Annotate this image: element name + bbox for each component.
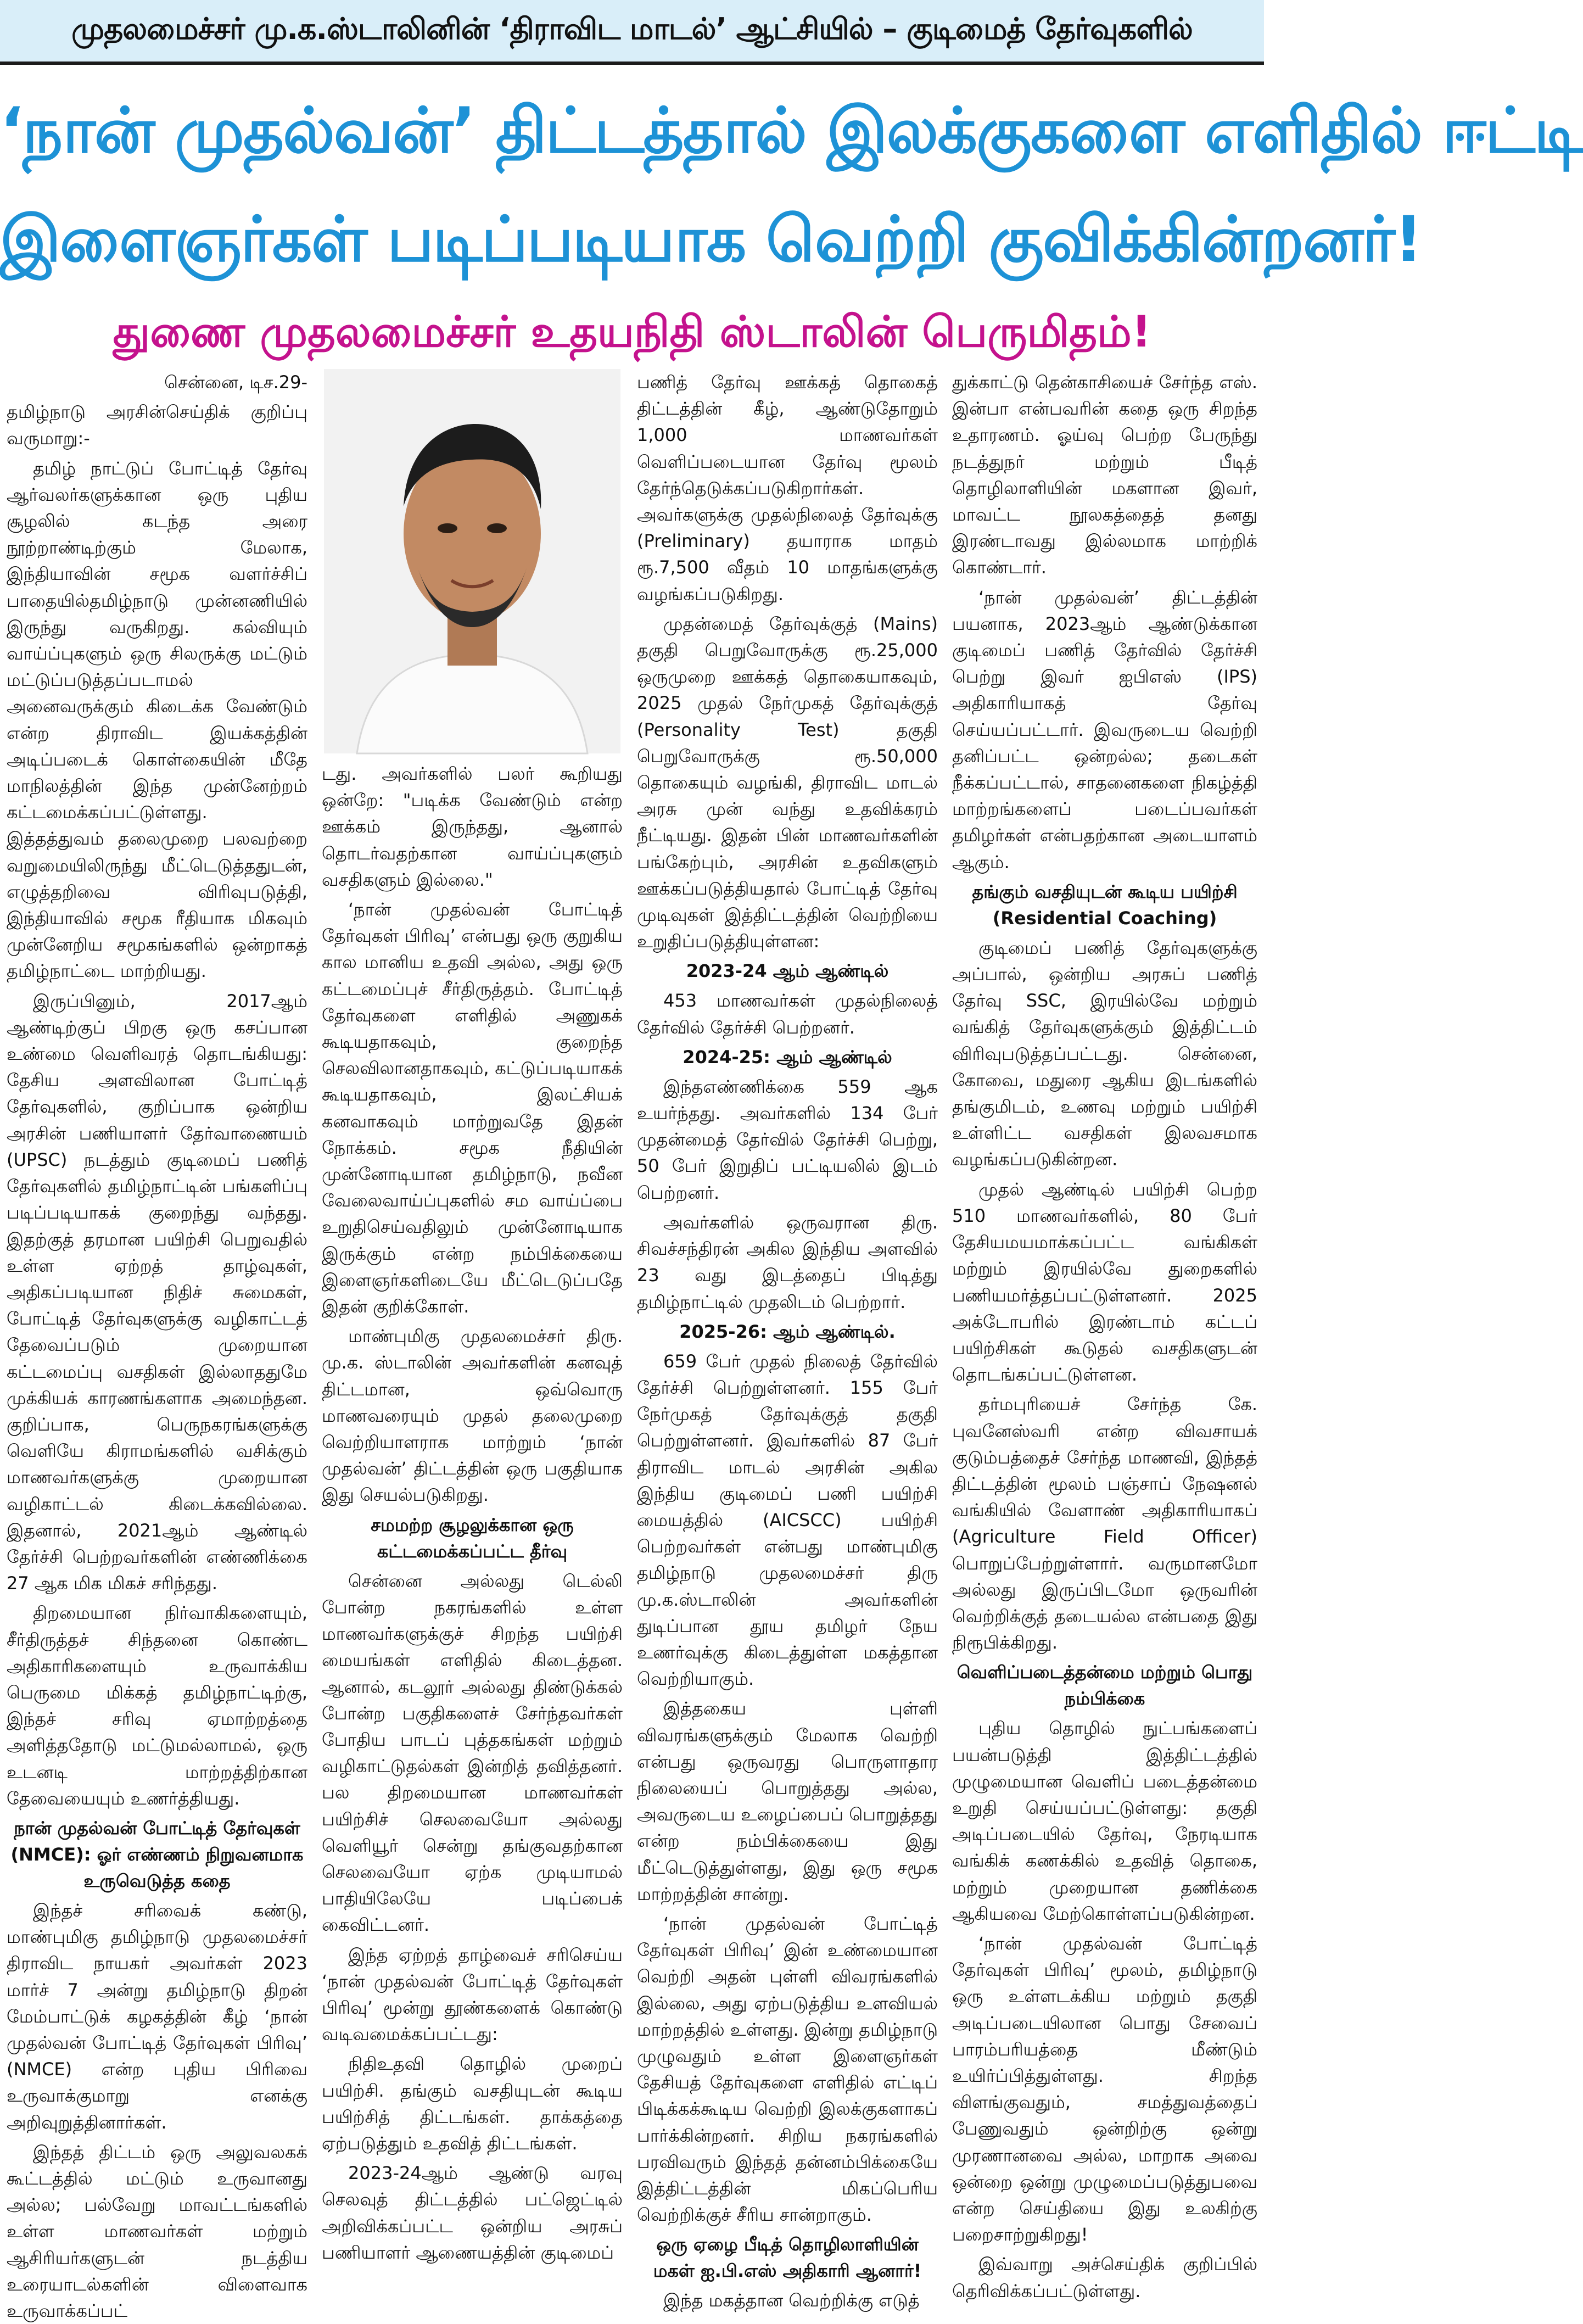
paragraph: ‘நான் முதல்வன் போட்டித் தேர்வுகள் பிரிவு’ என்பது ஒரு குறுகிய கால மானிய உதவி அல்ல, அது ஒரு கட்டமைப்புச் சீர்திருத்தம். போட்டித் தேர்வுகளை எளிதில் அணுகக் கூடியதாகவும், குறைந்த செலவிலானதாகவும், கட்டுப்படியாகக் கூடியதாகவும், இலட்சியக் கனவாகவும் மாற்றுவதே இதன் நோக்கம். சமூக நீதியின் முன்னோடியான தமிழ்நாடு, நவீன வேலைவாய்ப்புகளில் சம வாய்ப்பை உறுதிசெய்வதிலும் முன்னோடியாக இருக்கும் என்ற நம்பிக்கையை இளைஞர்களிடையே மீட்டெடுப்பதே இதன் குறிக்கோள். bbox=[322, 899, 623, 1317]
paragraph: 2023-24ஆம் ஆண்டு வரவு செலவுத் திட்டத்தில் பட்ஜெட்டில் அறிவிக்கப்பட்ட ஒன்றிய அரசுப் பணியாளர் ஆணையத்தின் குடிமைப் bbox=[322, 2163, 623, 2263]
paragraph: மாண்புமிகு முதலமைச்சர் திரு. மு.க. ஸ்டாலின் அவர்களின் கனவுத் திட்டமான, ஒவ்வொரு மாணவரையும் முதல் தலைமுறை வெற்றியாளராக மாற்றும் ‘நான் முதல்வன்’ திட்டத்தின் ஒரு பகுதியாக இது செயல்படுகிறது. bbox=[322, 1326, 623, 1506]
headline-line-2: இளைஞர்கள் படிப்படியாக வெற்றி குவிக்கின்றனர்! bbox=[0, 203, 1422, 276]
paragraph: திறமையான நிர்வாகிகளையும், சீர்திருத்தச் சிந்தனை கொண்ட அதிகாரிகளையும் உருவாக்கிய பெருமை மிக்கத் தமிழ்நாட்டிற்கு, இந்தச் சரிவு ஏமாற்றத்தை அளித்ததோடு மட்டுமல்லாமல், ஒரு உடனடி மாற்றத்திற்கான தேவையையும் உணர்த்தியது. bbox=[7, 1602, 307, 1809]
paragraph: பணித் தேர்வு ஊக்கத் தொகைத் திட்டத்தின் கீழ், ஆண்டுதோறும் 1,000 மாணவர்கள் வெளிப்படையான தேர்வு மூலம் தேர்ந்தெடுக்கப்படுகிறார்கள். அவர்களுக்கு முதல்நிலைத் தேர்வுக்கு (Preliminary) தயாராக மாதம் ரூ.7,500 வீதம் 10 மாதங்களுக்கு வழங்கப்படுகிறது. bbox=[637, 372, 938, 605]
top-banner-text: முதலமைச்சர் மு.க.ஸ்டாலினின் ‘திராவிட மாடல்’ ஆட்சியில் – குடிமைத் தேர்வுகளில் bbox=[71, 11, 1193, 46]
paragraph: இவ்வாறு அச்செய்திக் குறிப்பில் தெரிவிக்கப்பட்டுள்ளது. bbox=[952, 2254, 1257, 2301]
paragraph: நிதிஉதவி தொழில் முறைப் பயிற்சி. தங்கும் வசதியுடன் கூடிய பயிற்சித் திட்டங்கள். தாக்கத்தை ஏற்படுத்தும் உதவித் திட்டங்கள். bbox=[322, 2053, 623, 2154]
top-banner bbox=[0, 0, 1264, 65]
paragraph: 659 பேர் முதல் நிலைத் தேர்வில் தேர்ச்சி பெற்றுள்ளனர். 155 பேர் நேர்முகத் தேர்வுக்குத் தகுதி பெற்றுள்ளனர். இவர்களில் 87 பேர் திராவிட மாடல் அரசின் அகில இந்திய குடிமைப் பணி பயிற்சி மையத்தில் (AICSCC) பயிற்சி பெற்றவர்கள் என்பது மாண்புமிகு தமிழ்நாடு முதலமைச்சர் திரு மு.க.ஸ்டாலின் அவர்களின் துடிப்பான தூய தமிழர் நேய உணர்வுக்கு கிடைத்துள்ள மகத்தான வெற்றியாகும். bbox=[637, 1350, 938, 1690]
section-heading: சமமற்ற சூழலுக்கான ஒரு கட்டமைக்கப்பட்ட தீர்வு bbox=[371, 1514, 574, 1562]
paragraph: புதிய தொழில் நுட்பங்களைப் பயன்படுத்தி இத்திட்டத்தில் முழுமையான வெளிப் படைத்தன்மை உறுதி செய்யப்பட்டுள்ளது: தகுதி அடிப்படையில் தேர்வு, நேரடியாக வங்கிக் கணக்கில் உதவித் தொகை, மற்றும் முறையான தணிக்கை ஆகியவை மேற்கொள்ளப்படுகின்றன. bbox=[952, 1718, 1257, 1924]
paragraph: முதன்மைத் தேர்வுக்குத் (Mains) தகுதி பெறுவோருக்கு ரூ.25,000 ஒருமுறை ஊக்கத் தொகையாகவும், 2025 முதல் நேர்முகத் தேர்வுக்குத் (Personality Test) தகுதி பெறுவோருக்கு ரூ.50,000 தொகையும் வழங்கி, திராவிட மாடல் அரசு முன் வந்து உதவிக்கரம் நீட்டியது. இதன் பின் மாணவர்களின் பங்கேற்பும், அரசின் உதவிகளும் ஊக்கப்படுத்தியதால் போட்டித் தேர்வு முடிவுகள் இத்திட்டத்தின் வெற்றியை உறுதிப்படுத்தியுள்ளன: bbox=[637, 613, 938, 952]
paragraph: ‘நான் முதல்வன் போட்டித் தேர்வுகள் பிரிவு’ மூலம், தமிழ்நாடு ஒரு உள்ளடக்கிய மற்றும் தகுதி அடிப்படையிலான பொது சேவைப் பாரம்பரியத்தை மீண்டும் உயிர்ப்பித்துள்ளது. சிறந்த விளங்குவதும், சமத்துவத்தைப் பேணுவதும் ஒன்றிற்கு ஒன்று முரணானவை அல்ல, மாறாக அவை ஒன்றை ஒன்று முழுமைப்படுத்துபவை என்ற செய்தியை இது உலகிற்கு பறைசாற்றுகிறது! bbox=[952, 1932, 1257, 2245]
section-heading: ஒரு ஏழை பீடித் தொழிலாளியின் மகள் ஐ.பி.எஸ் அதிகாரி ஆனார்! bbox=[653, 2234, 922, 2282]
paragraph: துக்காட்டு தென்காசியைச் சேர்ந்த எஸ். இன்பா என்பவரின் கதை ஒரு சிறந்த உதாரணம். ஓய்வு பெற்ற பேருந்து நடத்துநர் மற்றும் பீடித் தொழிலாளியின் மகளான இவர், மாவட்ட நூலகத்தைத் தனது இரண்டாவது இல்லமாக மாற்றிக் கொண்டார். bbox=[952, 372, 1257, 578]
paragraph: இந்த மகத்தான வெற்றிக்கு எடுத் bbox=[663, 2290, 920, 2311]
paragraph: அவர்களில் ஒருவரான திரு. சிவச்சந்திரன் அகில இந்திய அளவில் 23 வது இடத்தைப் பிடித்து தமிழ்நாட்டில் முதலிடம் பெற்றார். bbox=[637, 1211, 938, 1312]
paragraph: ‘நான் முதல்வன் போட்டித் தேர்வுகள் பிரிவு’ இன் உண்மையான வெற்றி அதன் புள்ளி விவரங்களில் இல்லை, அது ஏற்படுத்திய உளவியல் மாற்றத்தில் உள்ளது. இன்று தமிழ்நாடு முழுவதும் உள்ள இளைஞர்கள் தேசியத் தேர்வுகளை எளிதில் எட்டிப் பிடிக்கக்கூடிய வெற்றி இலக்குகளாகப் பார்க்கின்றனர். சிறிய நகரங்களில் பரவிவரும் இந்தத் தன்னம்பிக்கையே இத்திட்டத்தின் மிகப்பெரிய வெற்றிக்குச் சீரிய சான்றாகும். bbox=[637, 1913, 938, 2226]
dateline: சென்னை, டிச.29- bbox=[164, 372, 307, 393]
paragraph: முதல் ஆண்டில் பயிற்சி பெற்ற 510 மாணவர்களில், 80 பேர் தேசியமயமாக்கப்பட்ட வங்கிகள் மற்றும் இரயில்வே துறைகளில் பணியமர்த்தப்பட்டுள்ளனர். 2025 அக்டோபரில் இரண்டாம் கட்டப் பயிற்சிகள் கூடுதல் வசதிகளுடன் தொடங்கப்பட்டுள்ளன. bbox=[952, 1178, 1257, 1386]
paragraph: இந்த ஏற்றத் தாழ்வைச் சரிசெய்ய ‘நான் முதல்வன் போட்டித் தேர்வுகள் பிரிவு’ மூன்று தூண்களைக் கொண்டு வடிவமைக்கப்பட்டது: bbox=[322, 1944, 623, 2045]
section-heading: 2025-26: ஆம் ஆண்டில். bbox=[679, 1321, 896, 1342]
paragraph: ‘நான் முதல்வன்’ திட்டத்தின் பயனாக, 2023ஆம் ஆண்டுக்கான குடிமைப் பணித் தேர்வில் தேர்ச்சி பெற்று இவர் ஐபிஎஸ் (IPS) அதிகாரியாகத் தேர்வு செய்யப்பட்டார். இவருடைய வெற்றி தனிப்பட்ட ஒன்றல்ல; தடைகள் நீக்கப்பட்டால், சாதனைகளை நிகழ்த்தி மாற்றங்களைப் படைப்பவர்கள் தமிழர்கள் என்பதற்கான அடையாளம் ஆகும். bbox=[952, 586, 1257, 873]
section-heading: வெளிப்படைத்தன்மை மற்றும் பொது நம்பிக்கை bbox=[956, 1662, 1253, 1710]
section-heading: 2024-25: ஆம் ஆண்டில் bbox=[683, 1046, 892, 1068]
paragraph: தர்மபுரியைச் சேர்ந்த கே. புவனேஸ்வரி என்ற விவசாயக் குடும்பத்தைச் சேர்ந்த மாணவி, இந்தத் திட்டத்தின் மூலம் பஞ்சாப் நேஷனல் வங்கியில் வேளாண் அதிகாரியாகப் (Agriculture Field Officer) பொறுப்பேற்றுள்ளார். வருமானமோ அல்லது இருப்பிடமோ ஒருவரின் வெற்றிக்குத் தடையல்ல என்பதை இது நிரூபிக்கிறது. bbox=[952, 1394, 1257, 1653]
subheadline: துணை முதலமைச்சர் உதயநிதி ஸ்டாலின் பெருமிதம்! bbox=[113, 308, 1151, 357]
paragraph: இருப்பினும், 2017ஆம் ஆண்டிற்குப் பிறகு ஒரு கசப்பான உண்மை வெளிவரத் தொடங்கியது: தேசிய அளவிலான போட்டித் தேர்வுகளில், குறிப்பாக ஒன்றிய அரசின் பணியாளர் தேர்வாணையம் (UPSC) நடத்தும் குடிமைப் பணித் தேர்வுகளில் தமிழ்நாட்டின் பங்களிப்பு படிப்படியாகக் குறைந்து வந்தது. இதற்குத் தரமான பயிற்சி பெறுவதில் உள்ள ஏற்றத் தாழ்வுகள், அதிகப்படியான நிதிச் சுமைகள், போட்டித் தேர்வுகளுக்கு வழிகாட்டத் தேவைப்படும் முறையான கட்டமைப்பு வசதிகள் இல்லாததுமே முக்கியக் காரணங்களாக அமைந்தன. குறிப்பாக, பெருநகரங்களுக்கு வெளியே கிராமங்களில் வசிக்கும் மாணவர்களுக்கு முறையான வழிகாட்டல் கிடைக்கவில்லை. இதனால், 2021ஆம் ஆண்டில் தேர்ச்சி பெற்றவர்களின் எண்ணிக்கை 27 ஆக மிக மிகச் சரிந்தது. bbox=[7, 990, 307, 1594]
portrait-photo bbox=[324, 369, 620, 753]
paragraph: தமிழ் நாட்டுப் போட்டித் தேர்வு ஆர்வலர்களுக்கான ஒரு புதிய சூழலில் கடந்த அரை நூற்றாண்டிற்கும் மேலாக, இந்தியாவின் சமூக வளர்ச்சிப் பாதையில்தமிழ்நாடு முன்னணியில் இருந்து வருகிறது. கல்வியும் வாய்ப்புகளும் ஒரு சிலருக்கு மட்டும் மட்டுப்படுத்தப்படாமல் அனைவருக்கும் கிடைக்க வேண்டும் என்ற திராவிட இயக்கத்தின் அடிப்படைக் கொள்கையின் மீதே மாநிலத்தின் இந்த முன்னேற்றம் கட்டமைக்கப்பட்டுள்ளது. இத்தத்துவம் தலைமுறை பலவற்றை வறுமையிலிருந்து மீட்டெடுத்ததுடன், எழுத்தறிவை விரிவுபடுத்தி, இந்தியாவில் சமூக ரீதியாக மிகவும் முன்னேறிய சமூகங்களில் ஒன்றாகத் தமிழ்நாட்டை மாற்றியது. bbox=[7, 457, 307, 982]
paragraph: இத்தகைய புள்ளி விவரங்களுக்கும் மேலாக வெற்றி என்பது ஒருவரது பொருளாதார நிலையைப் பொறுத்தது அல்ல, அவருடைய உழைப்பைப் பொறுத்தது என்ற நம்பிக்கையை இது மீட்டெடுத்துள்ளது, இது ஒரு சமூக மாற்றத்தின் சான்று. bbox=[637, 1698, 938, 1904]
paragraph: சென்னை அல்லது டெல்லி போன்ற நகரங்களில் உள்ள மாணவர்களுக்குச் சிறந்த பயிற்சி மையங்கள் எளிதில் கிடைத்தன. ஆனால், கடலூர் அல்லது திண்டுக்கல் போன்ற பகுதிகளைச் சேர்ந்தவர்கள் போதிய பாடப் புத்தகங்கள் மற்றும் வழிகாட்டுதல்கள் இன்றித் தவித்தனர். பல திறமையான மாணவர்கள் பயிற்சிச் செலவையோ அல்லது வெளியூர் சென்று தங்குவதற்கான செலவையோ ஏற்க முடியாமல் பாதியிலேயே படிப்பைக் கைவிட்டனர். bbox=[322, 1570, 623, 1936]
paragraph: டது. அவர்களில் பலர் கூறியது ஒன்றே: "படிக்க வேண்டும் என்ற ஊக்கம் இருந்தது, ஆனால் தொடர்வதற்கான வாய்ப்புகளும் வசதிகளும் இல்லை." bbox=[322, 763, 623, 890]
portrait-photo-icon bbox=[324, 369, 620, 753]
article-column-2 bbox=[322, 761, 623, 2263]
paragraph: இந்தச் சரிவைக் கண்டு, மாண்புமிகு தமிழ்நாடு முதலமைச்சர் திராவிட நாயகர் அவர்கள் 2023 மார்ச் 7 அன்று தமிழ்நாடு திறன் மேம்பாட்டுக் கழகத்தின் கீழ் ‘நான் முதல்வன் போட்டித் தேர்வுகள் பிரிவு’ (NMCE) என்ற புதிய பிரிவை உருவாக்குமாறு எனக்கு அறிவுறுத்தினார்கள். bbox=[7, 1900, 307, 2133]
section-heading: நான் முதல்வன் போட்டித் தேர்வுகள் (NMCE): ஓர் எண்ணம் நிறுவனமாக உருவெடுத்த கதை bbox=[10, 1817, 304, 1891]
headline-line-1: ‘நான் முதல்வன்’ திட்டத்தால் இலக்குகளை எளிதில் ஈட்டி bbox=[0, 94, 1583, 167]
paragraph: குடிமைப் பணித் தேர்வுகளுக்கு அப்பால், ஒன்றிய அரசுப் பணித் தேர்வு SSC, இரயில்வே மற்றும் வங்கித் தேர்வுகளுக்கும் இத்திட்டம் விரிவுபடுத்தப்பட்டது. சென்னை, கோவை, மதுரை ஆகிய இடங்களில் தங்குமிடம், உணவு மற்றும் பயிற்சி உள்ளிட்ட வசதிகள் இலவசமாக வழங்கப்படுகின்றன. bbox=[952, 937, 1257, 1170]
paragraph: 453 மாணவர்கள் முதல்நிலைத் தேர்வில் தேர்ச்சி பெற்றனர். bbox=[637, 990, 938, 1038]
article-column-4 bbox=[952, 369, 1257, 2301]
paragraph: இந்தஎண்ணிக்கை 559 ஆக உயர்ந்தது. அவர்களில் 134 பேர் முதன்மைத் தேர்வில் தேர்ச்சி பெற்று, 50 பேர் இறுதிப் பட்டியலில் இடம் பெற்றனர். bbox=[637, 1076, 938, 1203]
paragraph: இந்தத் திட்டம் ஒரு அலுவலகக் கூட்டத்தில் மட்டும் உருவானது அல்ல; பல்வேறு மாவட்டங்களில் உள்ள மாணவர்கள் மற்றும் ஆசிரியர்களுடன் நடத்திய உரையாடல்களின் விளைவாக உருவாக்கப்பட் bbox=[7, 2141, 307, 2322]
section-heading: தங்கும் வசதியுடன் கூடிய பயிற்சி (Residential Coaching) bbox=[972, 881, 1238, 929]
article-column-3 bbox=[637, 369, 938, 2311]
section-heading: 2023-24 ஆம் ஆண்டில் bbox=[686, 960, 889, 982]
intro-paragraph: தமிழ்நாடு அரசின்செய்திக் குறிப்பு வருமாறு:- bbox=[7, 401, 307, 449]
article-column-1 bbox=[7, 369, 307, 2322]
